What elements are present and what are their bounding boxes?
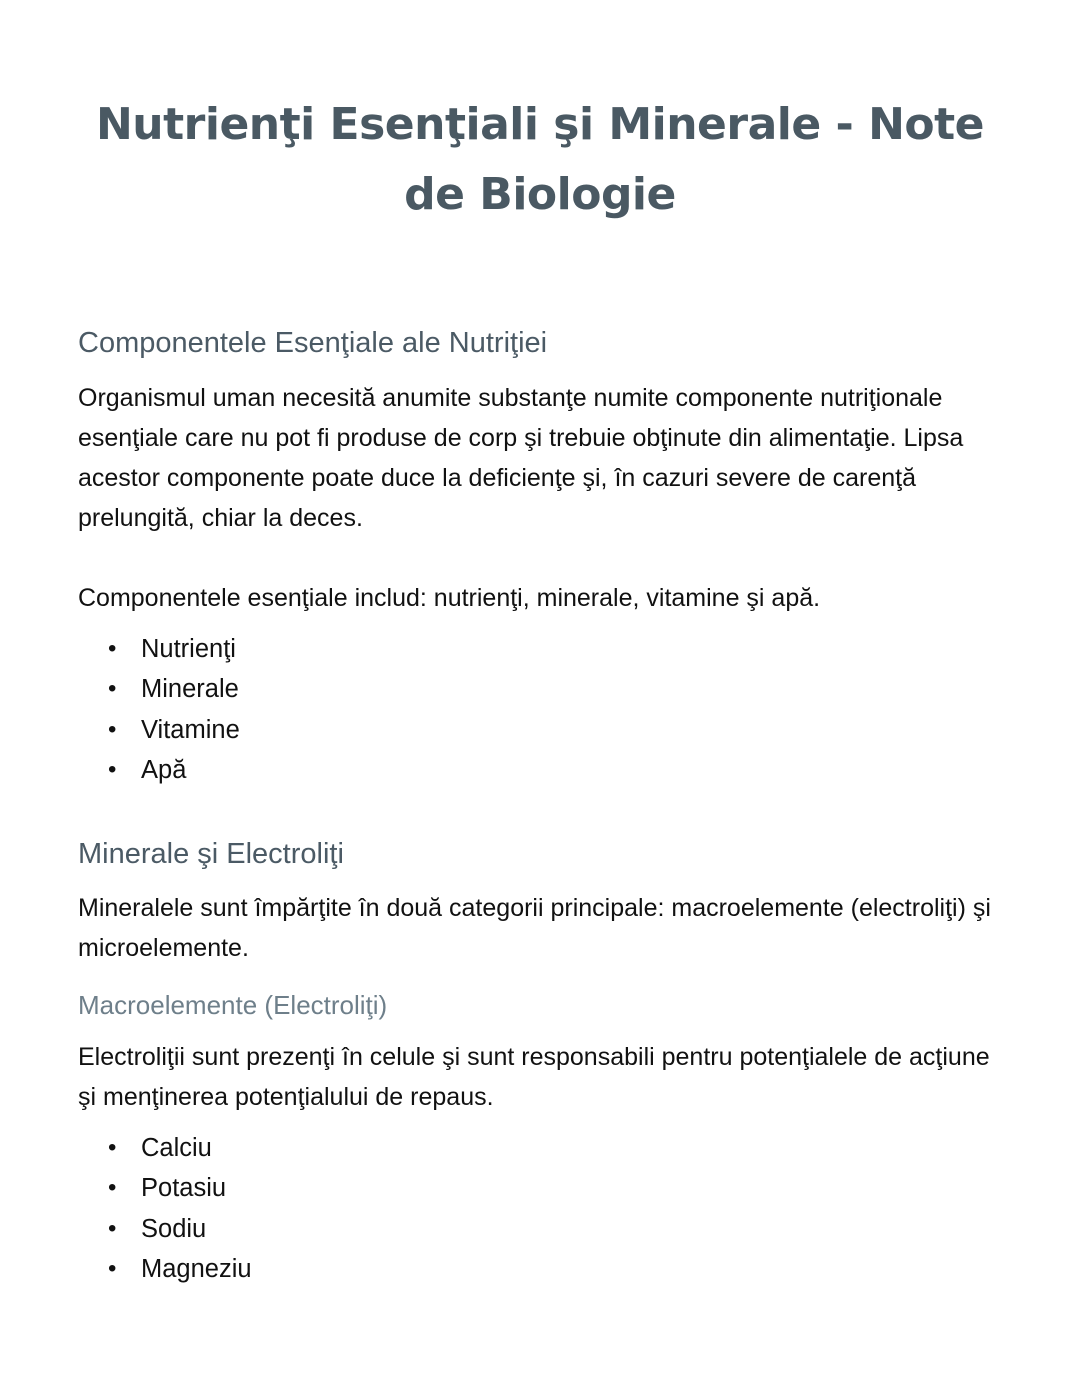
bullet-icon: • (108, 755, 117, 783)
essential-components-list (108, 629, 240, 790)
bullet-icon: • (108, 1254, 117, 1282)
section-heading-essential-components: Componentele Esenţiale ale Nutriţiei (78, 327, 548, 359)
section-paragraph-electrolytes: Electroliţii sunt prezenţi în celule şi sunt responsabili pentru potenţialele de acţiune şi menţinerea potenţialului de repaus. (78, 1043, 990, 1111)
list-item (108, 1168, 252, 1208)
bullet-icon: • (108, 635, 117, 662)
list-item-label: Potasiu (141, 1174, 227, 1203)
list-item-label: Minerale (141, 675, 239, 704)
bullet-icon: • (108, 1174, 117, 1202)
list-item (108, 629, 240, 669)
list-item (108, 1209, 252, 1249)
list-item-label: Calciu (141, 1134, 212, 1162)
section-paragraph-minerals-intro: Mineralele sunt împărţite în două categorii principale: macroelemente (electroliţi) şi microelemente. (78, 894, 991, 962)
list-item (108, 710, 240, 750)
list-item (108, 750, 240, 790)
list-item-label: Sodiu (141, 1214, 207, 1243)
bullet-icon: • (108, 675, 117, 703)
page-title: Nutrienţi Esenţiali şi Minerale - Note de Biologie (95, 99, 985, 220)
list-item (108, 1128, 252, 1168)
list-item-label: Magneziu (141, 1254, 252, 1283)
list-item-label: Apă (141, 755, 187, 784)
bullet-icon: • (108, 1214, 117, 1242)
section-paragraph-essential-includes: Componentele esenţiale includ: nutrienţi, minerale, vitamine şi apă. (78, 584, 821, 612)
subsection-heading-macroelements: Macroelemente (Electroliţi) (78, 990, 388, 1020)
section-paragraph-essential-intro: Organismul uman necesită anumite substanţe numite componente nutriţionale esenţiale care nu pot fi produse de corp şi trebuie obţinute din alimentaţie. Lipsa acestor componente poate duce la deficienţe şi, în cazuri severe de carenţă prelungită, chiar la deces. (78, 384, 964, 532)
list-item-label: Nutrienţi (141, 635, 236, 663)
bullet-icon: • (108, 1134, 117, 1161)
macroelements-list (108, 1128, 252, 1289)
bullet-icon: • (108, 715, 117, 743)
section-heading-minerals: Minerale şi Electroliţi (78, 838, 344, 870)
list-item-label: Vitamine (141, 715, 240, 744)
list-item (108, 669, 240, 709)
list-item (108, 1249, 252, 1289)
